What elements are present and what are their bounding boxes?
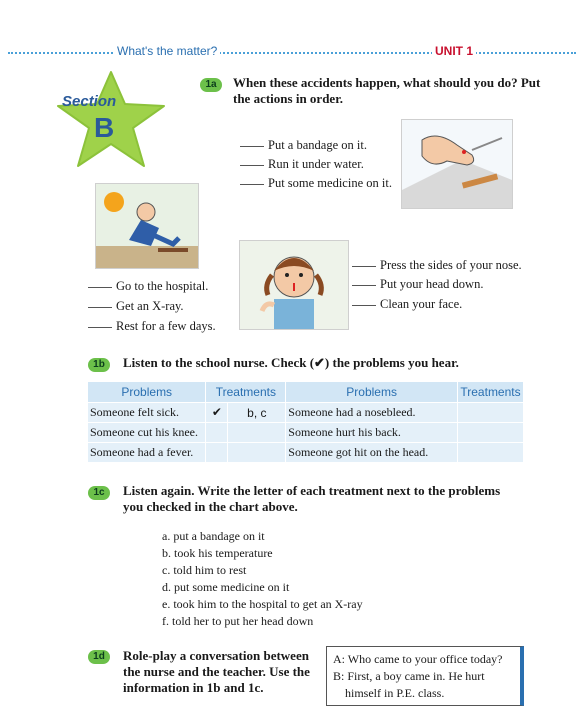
dialog-line: A: Who came to your office today?	[333, 652, 503, 666]
table-header: Treatments	[206, 382, 286, 403]
treatment-cell[interactable]: b, c	[228, 403, 286, 423]
problem-cell: Someone had a nosebleed.	[286, 403, 458, 423]
answer-blank[interactable]	[352, 285, 376, 286]
treatment-cell[interactable]	[458, 403, 524, 423]
table-row	[88, 443, 524, 463]
table-header: Treatments	[458, 382, 524, 403]
problem-cell: Someone cut his knee.	[88, 423, 206, 443]
problem-cell: Someone hurt his back.	[286, 423, 458, 443]
exercise-1b-instruction: Listen to the school nurse. Check (✔) the problems you hear.	[123, 355, 459, 370]
action-item: Put some medicine on it.	[240, 176, 392, 191]
section-label: Section	[62, 93, 117, 110]
problems-table	[88, 382, 524, 462]
answer-blank[interactable]	[88, 287, 112, 288]
action-item: Rest for a few days.	[88, 319, 216, 334]
table-row	[88, 423, 524, 443]
action-item: Run it under water.	[240, 157, 364, 172]
skateboard-fall-illustration	[95, 183, 199, 269]
dialog-line: B: First, a boy came in. He hurt	[333, 669, 485, 683]
check-cell[interactable]	[206, 443, 228, 463]
dialog-line: himself in P.E. class.	[345, 686, 445, 700]
action-item: Put your head down.	[352, 277, 483, 292]
list-item: e. took him to the hospital to get an X-ray	[162, 597, 363, 611]
treatment-cell[interactable]	[228, 423, 286, 443]
exercise-1b-badge: 1b	[88, 358, 110, 372]
answer-blank[interactable]	[352, 305, 376, 306]
check-cell[interactable]: ✔	[206, 403, 228, 423]
cut-finger-illustration	[401, 119, 513, 209]
treatment-cell[interactable]	[458, 443, 524, 463]
exercise-1d-instruction: Role-play a conversation between the nurse and the teacher. Use the information in 1b and 1c.	[123, 648, 310, 695]
problem-cell: Someone got hit on the head.	[286, 443, 458, 463]
answer-blank[interactable]	[352, 266, 376, 267]
check-cell[interactable]	[206, 423, 228, 443]
exercise-1d-badge: 1d	[88, 650, 110, 664]
answer-blank[interactable]	[88, 307, 112, 308]
action-item: Put a bandage on it.	[240, 138, 367, 153]
treatment-cell[interactable]	[458, 423, 524, 443]
list-item: f. told her to put her head down	[162, 614, 314, 628]
exercise-1c-badge: 1c	[88, 486, 110, 500]
list-item: c. told him to rest	[162, 563, 247, 577]
exercise-1a-badge: 1a	[200, 78, 222, 92]
action-item: Press the sides of your nose.	[352, 258, 522, 273]
table-header: Problems	[286, 382, 458, 403]
problem-cell: Someone had a fever.	[88, 443, 206, 463]
answer-blank[interactable]	[240, 184, 264, 185]
action-item: Go to the hospital.	[88, 279, 208, 294]
problem-cell: Someone felt sick.	[88, 403, 206, 423]
table-header: Problems	[88, 382, 206, 403]
answer-blank[interactable]	[240, 146, 264, 147]
exercise-1a-instruction: When these accidents happen, what should you do? Put the actions in order.	[233, 75, 541, 106]
conversation-box	[326, 646, 524, 706]
answer-blank[interactable]	[88, 327, 112, 328]
answer-blank[interactable]	[240, 165, 264, 166]
list-item: a. put a bandage on it	[162, 529, 265, 543]
unit-label: UNIT 1	[432, 44, 476, 58]
page-title: What's the matter?	[114, 44, 220, 58]
header-dotted-rule	[8, 52, 576, 54]
action-item: Clean your face.	[352, 297, 462, 312]
exercise-1c-instruction: Listen again. Write the letter of each treatment next to the problems you checked in the chart above.	[123, 483, 501, 514]
list-item: b. took his temperature	[162, 546, 273, 560]
action-item: Get an X-ray.	[88, 299, 184, 314]
section-letter: B	[94, 112, 115, 143]
treatment-cell[interactable]	[228, 443, 286, 463]
table-row	[88, 403, 524, 423]
nosebleed-girl-illustration	[239, 240, 349, 330]
list-item: d. put some medicine on it	[162, 580, 290, 594]
treatment-list	[162, 528, 363, 630]
